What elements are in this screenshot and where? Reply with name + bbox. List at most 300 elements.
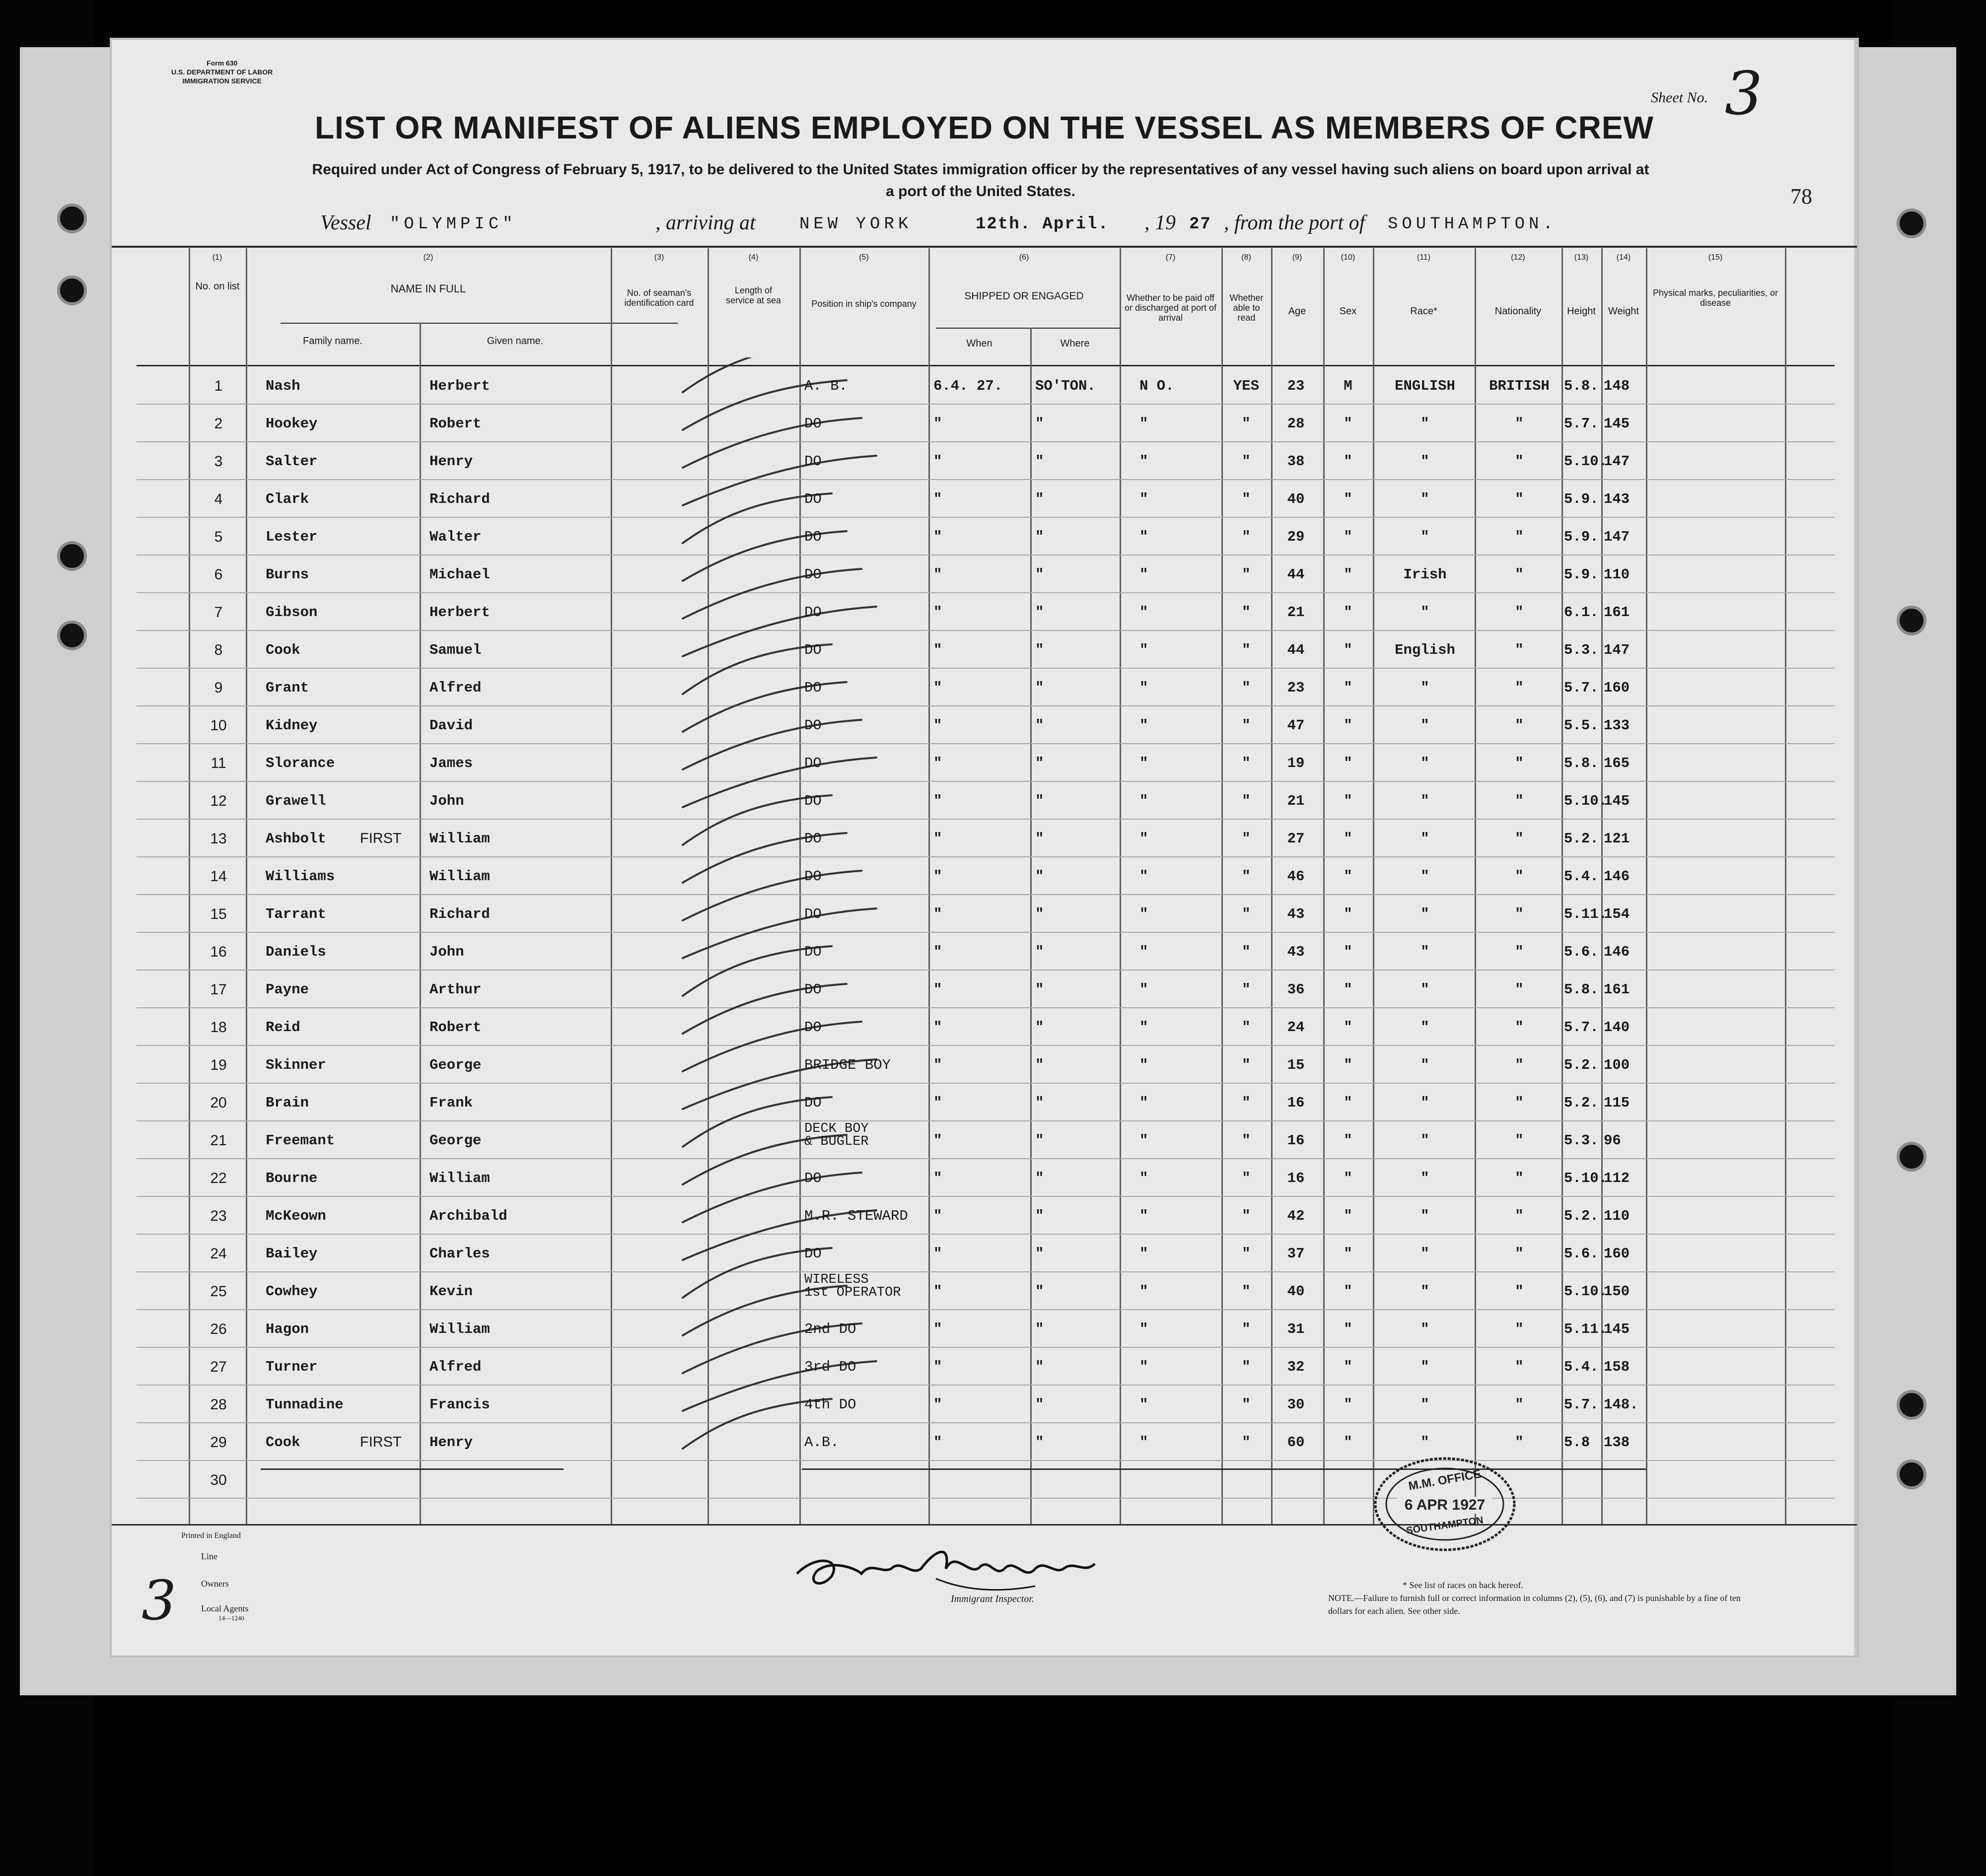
cell-family: Hagon [266, 1321, 309, 1337]
cell-weight: 145 [1604, 793, 1630, 809]
cell-paid: " [1139, 831, 1148, 847]
cell-where: " [1035, 717, 1044, 734]
cell-when: " [933, 944, 942, 960]
cell-read: " [1242, 1019, 1251, 1036]
cell-no: 29 [210, 1434, 227, 1451]
cell-read: " [1242, 1208, 1251, 1224]
cell-given: William [429, 868, 490, 885]
cell-no: 1 [214, 378, 223, 394]
cell-when: " [933, 416, 942, 432]
header-no-on-list: No. on list [195, 281, 240, 292]
cell-race: " [1420, 453, 1429, 470]
cell-where: " [1035, 906, 1044, 922]
cell-read: " [1242, 793, 1251, 809]
cell-no: 11 [211, 755, 226, 771]
arrival-date: 12th. April. [976, 215, 1109, 234]
table-row [112, 601, 1857, 638]
cell-read: " [1242, 831, 1251, 847]
table-row [112, 1054, 1857, 1091]
table-row [112, 1205, 1857, 1242]
cell-age: 19 [1287, 755, 1305, 771]
cell-height: 5.2. [1564, 1208, 1599, 1224]
column-number: (7) [1165, 253, 1176, 262]
cell-no: 17 [210, 981, 227, 998]
column-number: (11) [1417, 253, 1431, 262]
table-row [112, 1167, 1857, 1204]
column-number: (9) [1292, 253, 1302, 262]
cell-given: Michael [429, 566, 490, 583]
cell-paid: " [1139, 1095, 1148, 1111]
cell-where: " [1035, 1095, 1044, 1111]
cell-age: 40 [1287, 491, 1305, 507]
cell-family: Lester [266, 529, 318, 545]
cell-where: " [1035, 944, 1044, 960]
cell-read: " [1242, 868, 1251, 885]
table-row [112, 1121, 1857, 1166]
stamp-port: SOUTHAMPTON [1406, 1515, 1484, 1536]
cell-age: 16 [1287, 1132, 1305, 1149]
cell-sex: " [1344, 566, 1352, 583]
cell-paid: " [1139, 1359, 1148, 1375]
from-port-value: SOUTHAMPTON. [1388, 215, 1557, 234]
table-row [112, 752, 1857, 789]
cell-position: DO [804, 491, 822, 507]
cell-read: " [1242, 1396, 1251, 1413]
cell-read: " [1242, 680, 1251, 696]
cell-age: 28 [1287, 416, 1305, 432]
cell-no: 20 [210, 1095, 227, 1111]
vessel-value: "OLYMPIC" [390, 215, 517, 234]
cell-no: 10 [210, 717, 227, 734]
cell-where: " [1035, 642, 1044, 658]
cell-paid: " [1139, 981, 1148, 998]
cell-where: " [1035, 1434, 1044, 1451]
cell-given: John [429, 793, 464, 809]
cell-given: Archibald [429, 1208, 507, 1224]
column-number: (12) [1511, 253, 1525, 262]
cell-nationality: " [1515, 566, 1524, 583]
cell-paid: " [1139, 416, 1148, 432]
cell-weight: 161 [1604, 981, 1630, 998]
cell-weight: 148 [1604, 378, 1630, 394]
cell-where: " [1035, 1170, 1044, 1186]
closing-line [802, 1468, 1646, 1470]
cell-nationality: " [1515, 491, 1524, 507]
cell-nationality: " [1515, 642, 1524, 658]
cell-weight: 147 [1604, 642, 1630, 658]
cell-position: WIRELESS 1st OPERATOR [804, 1272, 901, 1300]
table-row [112, 714, 1857, 751]
cell-race: " [1420, 1208, 1429, 1224]
cell-paid: " [1139, 1057, 1148, 1073]
cell-nationality: " [1515, 1208, 1524, 1224]
cell-sex: " [1344, 416, 1352, 432]
cell-age: 37 [1287, 1246, 1305, 1262]
cell-weight: 138 [1604, 1434, 1630, 1451]
cell-age: 29 [1287, 529, 1305, 545]
cell-no: 2 [214, 416, 223, 432]
cell-height: 5.8. [1564, 981, 1599, 998]
cell-sex: " [1344, 680, 1352, 696]
cell-where: " [1035, 1396, 1044, 1413]
cell-paid: " [1139, 642, 1148, 658]
cell-height: 5.10. [1564, 1170, 1608, 1186]
cell-paid: " [1139, 680, 1148, 696]
cell-family: Tarrant [266, 906, 326, 922]
cell-weight: 100 [1604, 1057, 1630, 1073]
cell-race: " [1420, 1434, 1429, 1451]
column-number: (2) [423, 253, 433, 262]
cell-where: " [1035, 680, 1044, 696]
cell-given: William [429, 831, 490, 847]
cell-where: SO'TON. [1035, 378, 1096, 394]
cell-sex: " [1344, 831, 1352, 847]
cell-family: Kidney [266, 717, 318, 734]
header-seaman-card: No. of seaman's identification card [624, 288, 694, 308]
table-row [112, 563, 1857, 600]
from-port-label: , from the port of [1224, 211, 1365, 234]
cell-nationality: " [1515, 1359, 1524, 1375]
cell-family: Payne [266, 981, 309, 998]
cell-position: DO [804, 680, 822, 696]
binder-hole [1897, 208, 1926, 238]
cell-paid: " [1139, 755, 1148, 771]
cell-height: 5.8 [1564, 1434, 1590, 1451]
cell-height: 5.3. [1564, 642, 1599, 658]
footer-notes [1328, 1579, 1755, 1617]
cell-paid: " [1139, 717, 1148, 734]
header-given-name: Given name. [487, 336, 544, 347]
cell-given: Richard [429, 906, 490, 922]
cell-family: Salter [266, 453, 318, 470]
cell-paid: " [1139, 1396, 1148, 1413]
cell-sex: " [1344, 1321, 1352, 1337]
cell-sex: " [1344, 1359, 1352, 1375]
cell-sex: " [1344, 1396, 1352, 1413]
cell-given: Charles [429, 1246, 490, 1262]
header-age: Age [1288, 306, 1306, 317]
cell-height: 5.8. [1564, 755, 1599, 771]
cell-family: Slorance [266, 755, 335, 771]
cell-when: " [933, 1095, 942, 1111]
cell-family-note: FIRST [360, 831, 402, 846]
cell-race: Irish [1403, 566, 1447, 583]
cell-family: Bourne [266, 1170, 318, 1186]
cell-nationality: " [1515, 416, 1524, 432]
cell-nationality: " [1515, 755, 1524, 771]
cell-weight: 145 [1604, 416, 1630, 432]
cell-position: A. B. [804, 378, 848, 394]
cell-no: 5 [214, 529, 223, 545]
header-nationality: Nationality [1494, 306, 1542, 317]
cell-age: 27 [1287, 831, 1305, 847]
cell-no: 8 [214, 642, 223, 658]
cell-given: Henry [429, 453, 473, 470]
cell-family: Nash [266, 378, 300, 394]
inspector-signature [787, 1539, 1110, 1598]
cell-height: 5.10. [1564, 1283, 1608, 1300]
cell-where: " [1035, 1321, 1044, 1337]
cell-nationality: " [1515, 453, 1524, 470]
cell-nationality: " [1515, 1095, 1524, 1111]
manifest-sheet [112, 40, 1857, 1656]
header-bottom-rule [137, 365, 1835, 366]
cell-sex: " [1344, 793, 1352, 809]
cell-height: 5.7. [1564, 1019, 1599, 1036]
cell-no: 22 [210, 1170, 227, 1186]
sheet-number: 3 [1724, 60, 1763, 129]
cell-read: " [1242, 1170, 1251, 1186]
table-row [112, 865, 1857, 902]
name-header-rule [281, 323, 678, 324]
cell-race: " [1420, 868, 1429, 885]
cell-where: " [1035, 566, 1044, 583]
cell-sex: " [1344, 491, 1352, 507]
cell-sex: " [1344, 529, 1352, 545]
cell-paid: " [1139, 1170, 1148, 1186]
cell-height: 5.9. [1564, 491, 1599, 507]
table-row [112, 1272, 1857, 1317]
cell-age: 32 [1287, 1359, 1305, 1375]
cell-age: 30 [1287, 1396, 1305, 1413]
cell-position: DO [804, 793, 822, 809]
cell-no: 23 [210, 1208, 227, 1224]
form-service: IMMIGRATION SERVICE [182, 77, 262, 85]
cell-nationality: " [1515, 868, 1524, 885]
cell-nationality: " [1515, 717, 1524, 734]
cell-sex: " [1344, 604, 1352, 621]
cell-given: Francis [429, 1396, 490, 1413]
cell-position: A.B. [804, 1434, 839, 1451]
cell-when: " [933, 1170, 942, 1186]
cell-when: " [933, 793, 942, 809]
cell-family: Gibson [266, 604, 318, 621]
cell-read: " [1242, 1359, 1251, 1375]
cell-race: " [1420, 680, 1429, 696]
cell-height: 5.9. [1564, 529, 1599, 545]
cell-nationality: " [1515, 906, 1524, 922]
cell-position: DO [804, 868, 822, 885]
table-row [112, 1092, 1857, 1128]
cell-height: 5.8. [1564, 378, 1599, 394]
cell-when: " [933, 680, 942, 696]
cell-age: 36 [1287, 981, 1305, 998]
year-value: 27 [1189, 215, 1211, 234]
table-row [112, 1243, 1857, 1279]
cell-height: 5.2. [1564, 1057, 1599, 1073]
cell-weight: 154 [1604, 906, 1630, 922]
column-number: (6) [1019, 253, 1029, 262]
cell-weight: 158 [1604, 1359, 1630, 1375]
cell-sex: " [1344, 1170, 1352, 1186]
cell-sex: " [1344, 1283, 1352, 1300]
cell-position: DO [804, 1246, 822, 1262]
cell-when: " [933, 1321, 942, 1337]
column-number: (14) [1616, 253, 1631, 262]
cell-height: 5.2. [1564, 831, 1599, 847]
cell-where: " [1035, 1208, 1044, 1224]
cell-age: 60 [1287, 1434, 1305, 1451]
cell-when: " [933, 1434, 942, 1451]
column-number: (1) [212, 253, 222, 262]
cell-family: Cook [266, 642, 300, 658]
cell-position: DECK BOY & BUGLER [804, 1121, 869, 1149]
cell-no: 13 [210, 831, 227, 847]
cell-position: DO [804, 906, 822, 922]
cell-age: 24 [1287, 1019, 1305, 1036]
cell-age: 38 [1287, 453, 1305, 470]
cell-paid: " [1139, 1321, 1148, 1337]
cell-where: " [1035, 793, 1044, 809]
cell-no: 21 [210, 1132, 227, 1149]
cell-race: " [1420, 1170, 1429, 1186]
cell-height: 5.10. [1564, 793, 1608, 809]
cell-weight: 96 [1604, 1132, 1621, 1149]
cell-read: " [1242, 906, 1251, 922]
cell-age: 43 [1287, 944, 1305, 960]
cell-when: " [933, 1208, 942, 1224]
cell-race: English [1395, 642, 1455, 658]
binder-hole [57, 621, 87, 650]
cell-read: " [1242, 529, 1251, 545]
cell-read: " [1242, 566, 1251, 583]
table-row [112, 790, 1857, 827]
cell-sex: " [1344, 1057, 1352, 1073]
cell-no: 27 [210, 1359, 227, 1375]
cell-family: Hookey [266, 416, 318, 432]
arriving-value: NEW YORK [799, 215, 913, 234]
table-row [112, 450, 1857, 487]
cell-nationality: " [1515, 1019, 1524, 1036]
cell-height: 5.11. [1564, 906, 1608, 922]
cell-paid: " [1139, 1283, 1148, 1300]
cell-given: Robert [429, 416, 482, 432]
cell-when: " [933, 1359, 942, 1375]
form-header [171, 59, 273, 85]
cell-nationality: BRITISH [1489, 378, 1550, 394]
cell-no: 24 [210, 1246, 227, 1262]
cell-when: " [933, 906, 942, 922]
binder-hole [57, 276, 87, 305]
table-row [112, 828, 1857, 864]
cell-when: " [933, 642, 942, 658]
column-number: (10) [1341, 253, 1355, 262]
cell-given: James [429, 755, 473, 771]
cell-position: 3rd DO [804, 1359, 856, 1375]
cell-weight: 133 [1604, 717, 1630, 734]
cell-race: " [1420, 793, 1429, 809]
cell-position: DO [804, 717, 822, 734]
cell-height: 5.7. [1564, 1396, 1599, 1413]
header-paid-off: Whether to be paid off or discharged at port of arrival [1124, 293, 1217, 323]
cell-race: " [1420, 604, 1429, 621]
cell-weight: 146 [1604, 868, 1630, 885]
cell-when: " [933, 1132, 942, 1149]
cell-where: " [1035, 755, 1044, 771]
cell-position: DO [804, 604, 822, 621]
cell-height: 5.6. [1564, 1246, 1599, 1262]
cell-race: ENGLISH [1395, 378, 1455, 394]
cell-given: George [429, 1057, 482, 1073]
table-row [112, 413, 1857, 449]
cell-age: 31 [1287, 1321, 1305, 1337]
cell-position: 4th DO [804, 1396, 856, 1413]
cell-race: " [1420, 1359, 1429, 1375]
cell-family: Daniels [266, 944, 326, 960]
header-shipped-engaged: SHIPPED OR ENGAGED [964, 290, 1084, 302]
column-number: (8) [1241, 253, 1251, 262]
table-row [112, 978, 1857, 1015]
cell-family: Ashbolt [266, 831, 326, 847]
cell-where: " [1035, 1359, 1044, 1375]
cell-when: " [933, 604, 942, 621]
header-position: Position in ship's company [811, 299, 917, 309]
cell-height: 5.2. [1564, 1095, 1599, 1111]
closing-line [261, 1468, 564, 1470]
cell-where: " [1035, 491, 1044, 507]
note-races: * See list of races on back hereof. [1403, 1580, 1523, 1590]
cell-family: Reid [266, 1019, 300, 1036]
cell-paid: " [1139, 868, 1148, 885]
cell-where: " [1035, 529, 1044, 545]
cell-family: Skinner [266, 1057, 326, 1073]
cell-race: " [1420, 981, 1429, 998]
cell-nationality: " [1515, 1396, 1524, 1413]
cell-paid: " [1139, 1208, 1148, 1224]
cell-paid: " [1139, 604, 1148, 621]
cell-height: 5.4. [1564, 868, 1599, 885]
cell-height: 5.4. [1564, 1359, 1599, 1375]
cell-sex: " [1344, 755, 1352, 771]
footer-owners-label: Owners [201, 1579, 229, 1589]
cell-race: " [1420, 529, 1429, 545]
cell-family: Burns [266, 566, 309, 583]
cell-paid: " [1139, 1132, 1148, 1149]
cell-family: Brain [266, 1095, 309, 1111]
header-weight: Weight [1608, 306, 1639, 317]
cell-race: " [1420, 1057, 1429, 1073]
cell-no: 15 [210, 906, 227, 922]
cell-weight: 160 [1604, 680, 1630, 696]
cell-no: 25 [210, 1283, 227, 1300]
footer-form-code: 14—1240 [218, 1614, 244, 1622]
cell-when: " [933, 1283, 942, 1300]
cell-read: " [1242, 642, 1251, 658]
cell-when: 6.4. 27. [933, 378, 1003, 394]
cell-height: 5.9. [1564, 566, 1599, 583]
cell-height: 5.7. [1564, 680, 1599, 696]
cell-family: Williams [266, 868, 335, 885]
vessel-label: Vessel [320, 211, 371, 234]
cell-position: DO [804, 453, 822, 470]
cell-weight: 140 [1604, 1019, 1630, 1036]
cell-no: 16 [210, 944, 227, 960]
cell-race: " [1420, 906, 1429, 922]
header-when: When [966, 338, 993, 349]
binder-hole [1897, 1390, 1926, 1420]
table-row [112, 639, 1857, 676]
binder-hole [1897, 1142, 1926, 1172]
footer-local-agents-label: Local Agents [201, 1603, 249, 1613]
cell-nationality: " [1515, 680, 1524, 696]
cell-race: " [1420, 944, 1429, 960]
cell-nationality: " [1515, 1434, 1524, 1451]
cell-no: 26 [210, 1321, 227, 1337]
cell-read: " [1242, 416, 1251, 432]
cell-no: 28 [210, 1396, 227, 1413]
cell-height: 5.7. [1564, 416, 1599, 432]
cell-no: 7 [214, 604, 223, 621]
